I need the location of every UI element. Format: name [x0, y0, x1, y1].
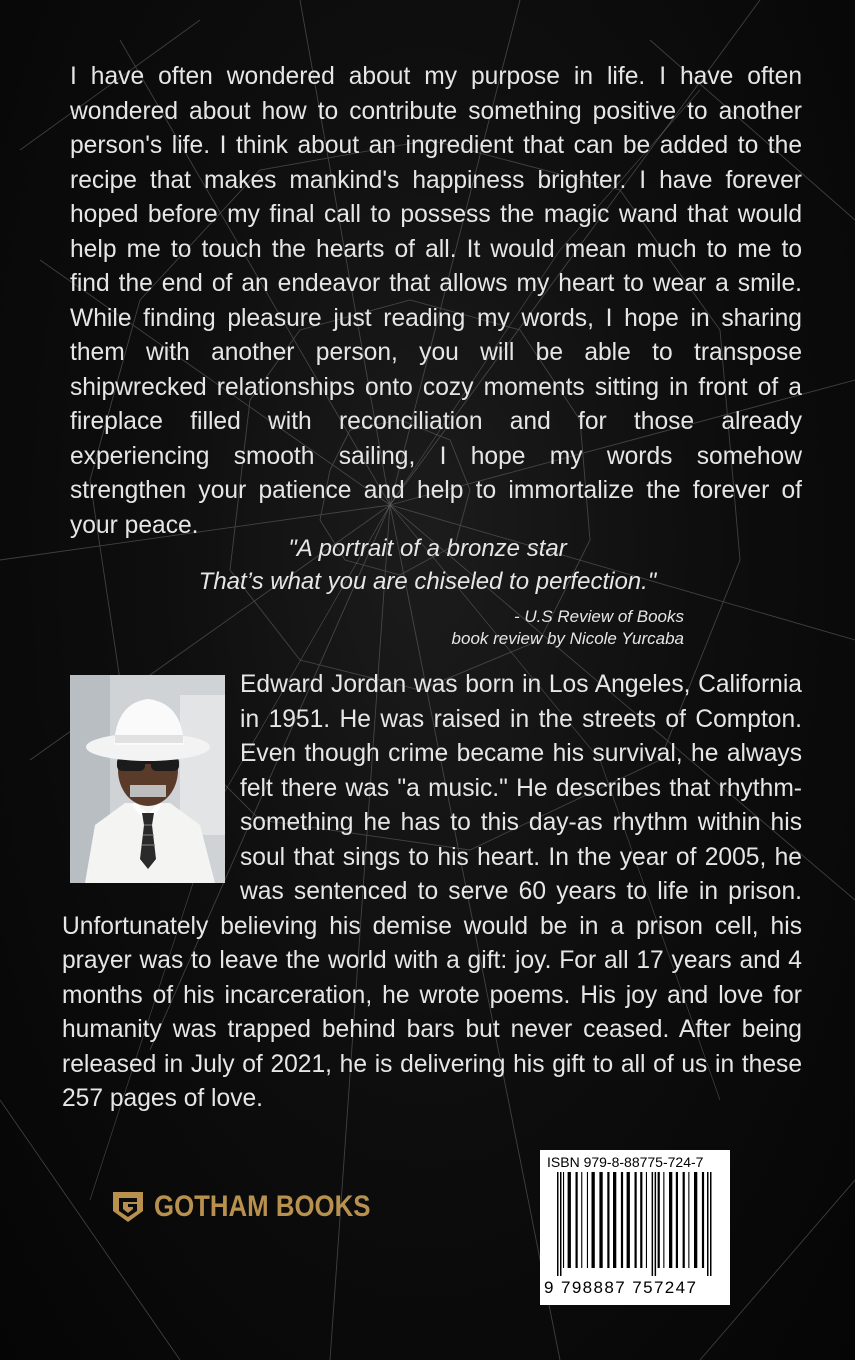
author-bio-text: Edward Jordan was born in Los Angeles, California in 1951. He was raised in the streets of Compton. Even though crime became his survival, he always felt there was "a music." He describes that rhythm- something he has to this day-as rhythm within his soul that sings to his heart. In the year of 2005, he was sentenced to serve 60 years to life in prison. Unfortunately believing his demise would be in a prison cell, his prayer was to leave the world with a gift: joy. For all 17 years and 4 months of his incarceration, he wrote poems. His joy and love for humanity was trapped behind bars but never ceased. After being released in July of 2021, he is delivering his gift to all of us in these 257 pages of love.: [62, 671, 802, 1112]
barcode-bar: [688, 1172, 689, 1268]
isbn-barcode: [540, 1150, 730, 1305]
barcode-digits: 9 798887 757247: [544, 1278, 698, 1297]
barcode-bar: [710, 1172, 712, 1276]
review-quote: [150, 532, 705, 598]
quote-source: - U.S Review of Books: [513, 607, 684, 626]
barcode-bar: [707, 1172, 709, 1276]
barcode-bar: [581, 1172, 582, 1268]
barcode-bar: [592, 1172, 595, 1268]
barcode-bar: [702, 1172, 704, 1268]
barcode-bar: [669, 1172, 672, 1268]
barcode-bar: [563, 1172, 564, 1268]
barcode-bar: [560, 1172, 562, 1276]
barcode-bar: [613, 1172, 616, 1268]
barcode-bar: [599, 1172, 602, 1268]
publisher-logo: [110, 1189, 406, 1225]
barcode-bars: [555, 1172, 717, 1280]
barcode-bar: [627, 1172, 630, 1268]
barcode-bar: [646, 1172, 647, 1268]
back-cover-blurb: I have often wondered about my purpose in life. I have often wondered about how to contribute something positive to another person's life. I think about an ingredient that can be added to the recipe that makes mankind's happiness brighter. I have forever hoped before my final call to possess the magic wand that would help me to touch the hearts of all. It would mean much to me to find the end of an endeavor that allows my heart to wear a smile. While finding pleasure just reading my words, I hope in sharing them with another person, you will be able to transpose shipwrecked relationships onto cozy moments sitting in front of a fireplace filled with reconciliation and for those already experiencing smooth sailing, I hope my words somehow strengthen your patience and help to immortalize the forever of your peace.: [70, 63, 802, 539]
barcode-bar: [658, 1172, 660, 1268]
barcode-bar: [576, 1172, 578, 1268]
gotham-g-shield-icon: [110, 1189, 146, 1225]
barcode-bar: [652, 1172, 654, 1276]
barcode-bar: [607, 1172, 609, 1268]
author-portrait-illustration: [70, 675, 225, 883]
publisher-name: GOTHAM BOOKS: [154, 1190, 371, 1223]
barcode-bar: [568, 1172, 571, 1268]
isbn-label: ISBN 979-8-88775-724-7: [547, 1154, 704, 1170]
quote-line-2: That’s what you are chiseled to perfection.": [198, 568, 657, 595]
quote-reviewer: book review by Nicole Yurcaba: [451, 629, 684, 648]
barcode-bar: [640, 1172, 642, 1268]
barcode-bar: [655, 1172, 657, 1276]
barcode-bar: [621, 1172, 623, 1268]
quote-line-1: "A portrait of a bronze star: [288, 535, 567, 562]
barcode-bar: [676, 1172, 678, 1268]
barcode-bar: [557, 1172, 559, 1276]
barcode-bar: [694, 1172, 697, 1268]
barcode-bar: [663, 1172, 664, 1268]
barcode-bar: [683, 1172, 685, 1268]
quote-attribution: [300, 606, 684, 650]
barcode-bar: [587, 1172, 588, 1268]
barcode-bar: [635, 1172, 637, 1268]
author-photo: [70, 675, 225, 883]
